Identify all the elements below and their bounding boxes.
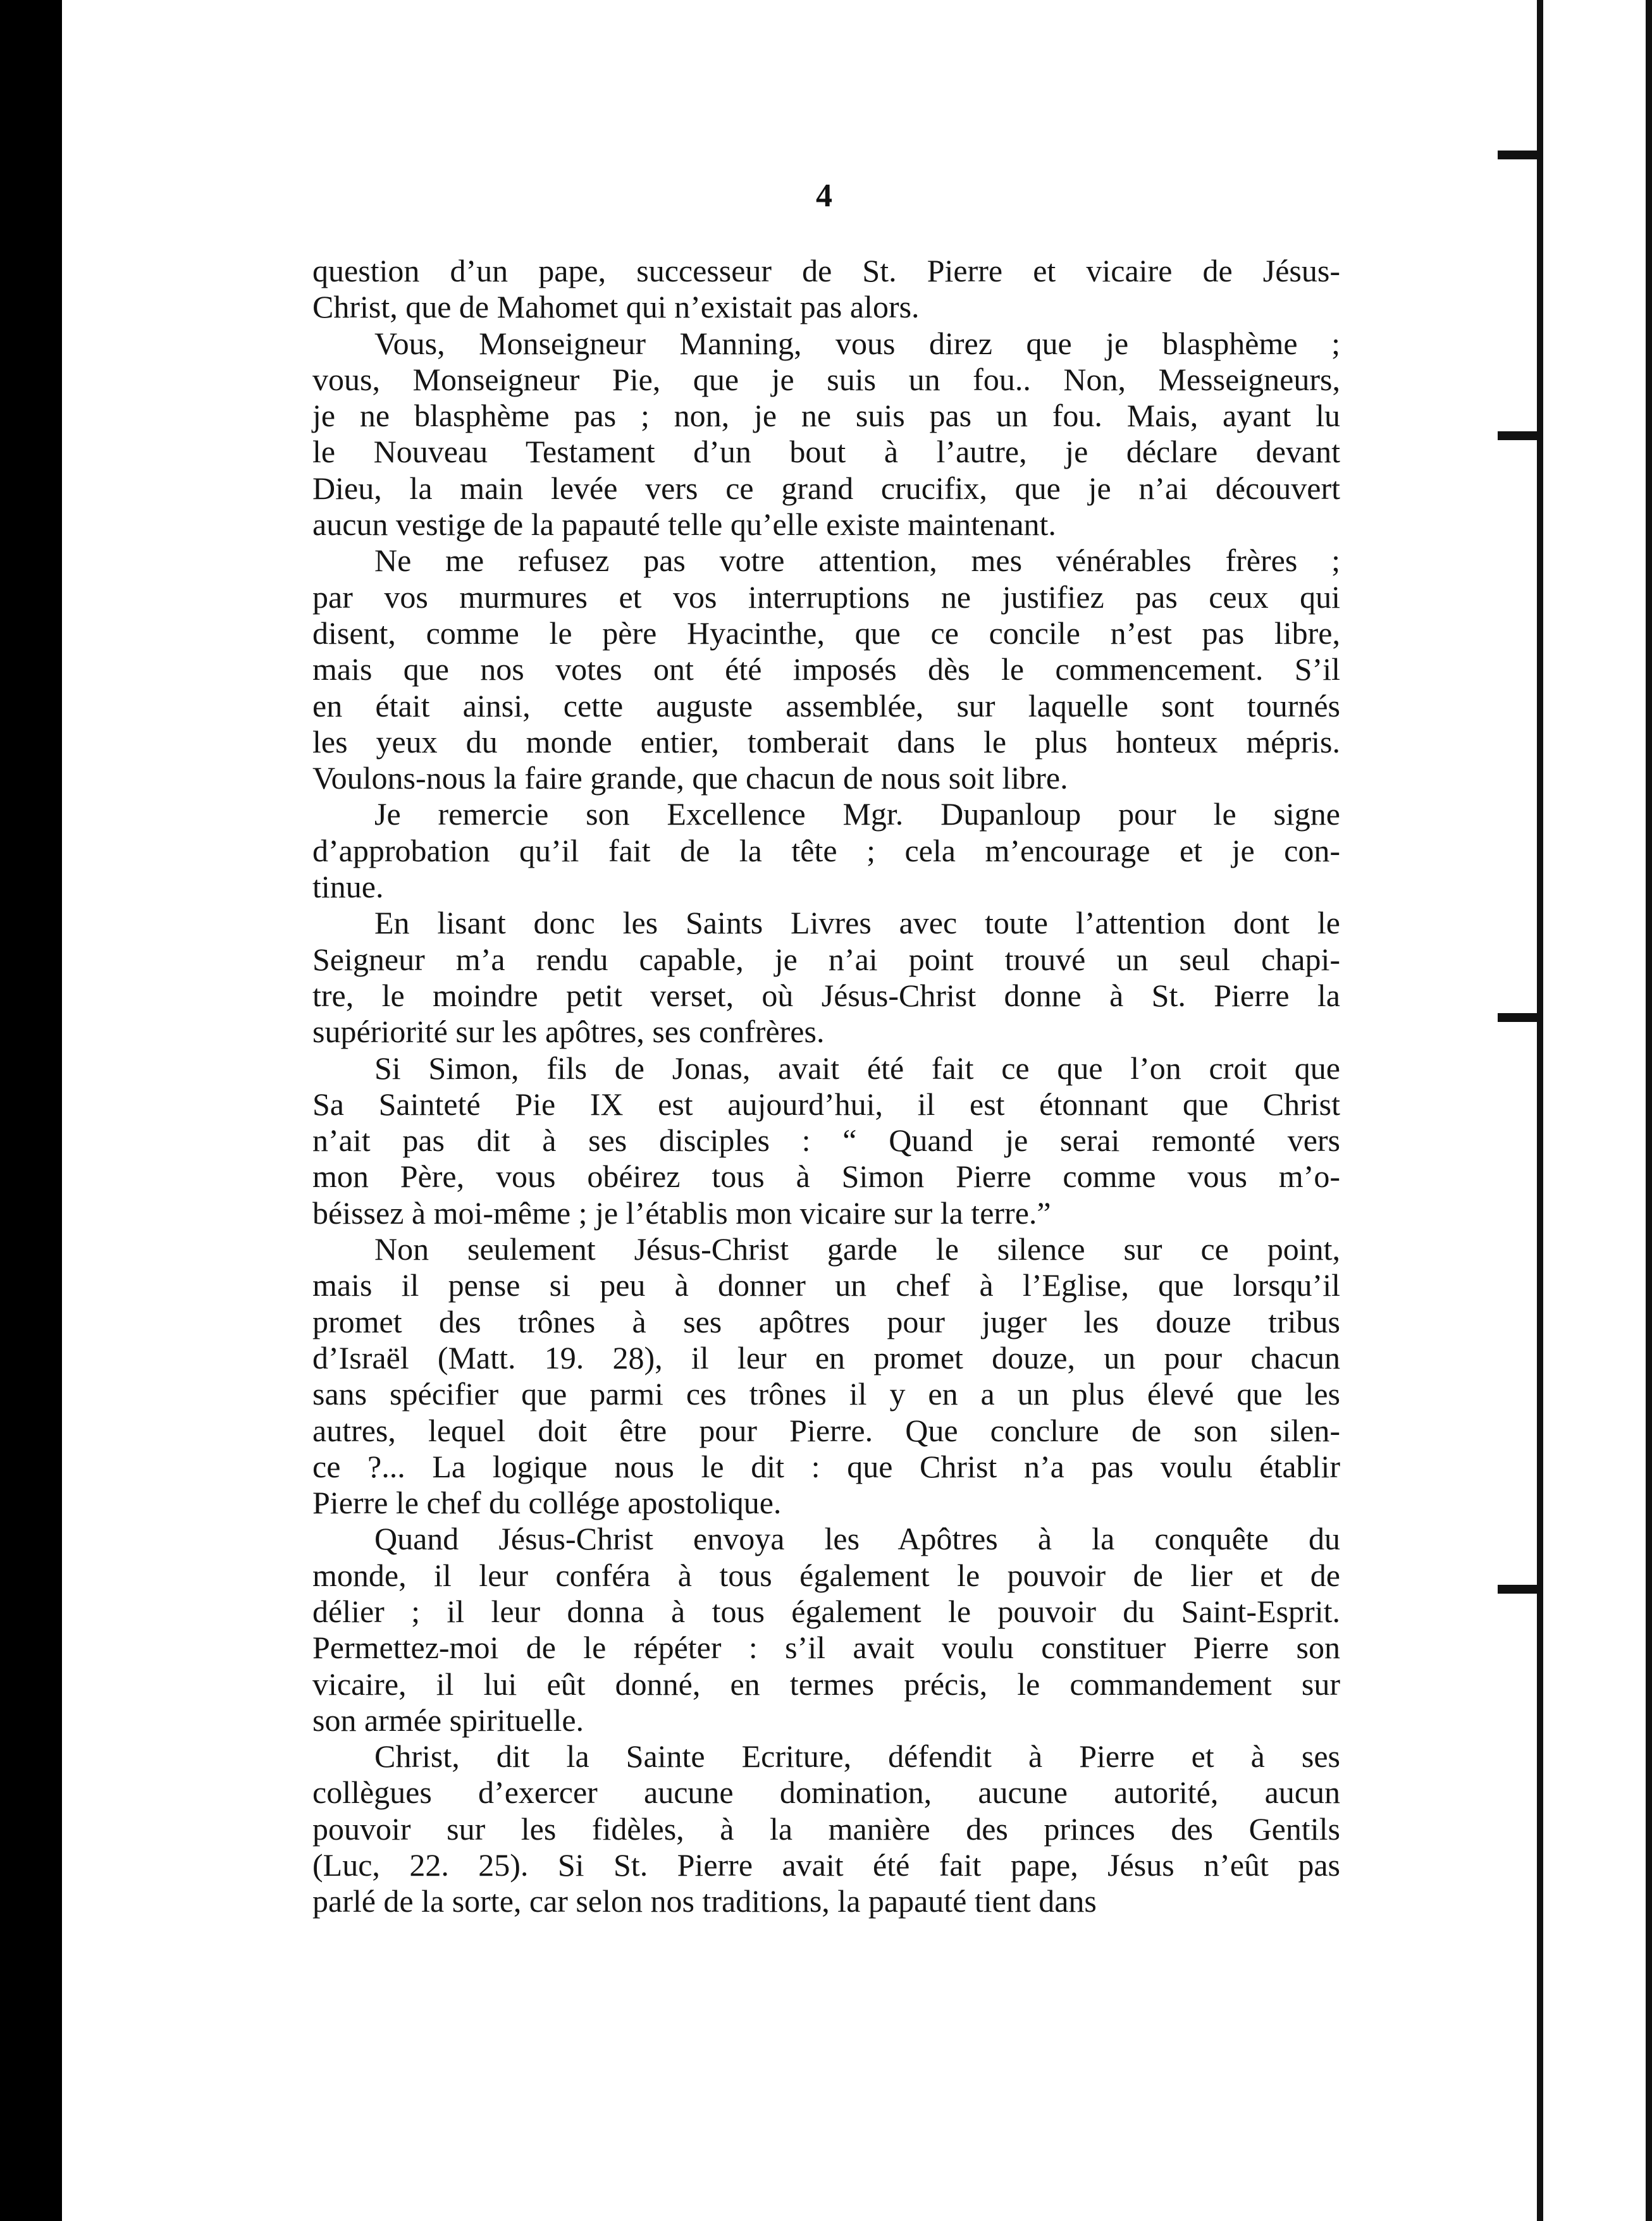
text-line: tinue. [312,869,384,905]
binding-line [1646,0,1652,2221]
paragraph [312,796,1340,905]
paragraph [312,326,1340,543]
text-line: En lisant donc les Saints Livres avec toute l’attention dont le [374,905,1340,941]
text-line: Non seulement Jésus-Christ garde le silence sur ce point, [374,1231,1340,1267]
paragraph [312,1521,1340,1738]
text-line: Voulons-nous la faire grande, que chacun de nous soit libre. [312,760,1068,796]
text-line: parlé de la sorte, car selon nos traditions, la papauté tient dans [312,1883,1097,1919]
text-line: aucun vestige de la papauté telle qu’elle existe maintenant. [312,507,1056,543]
text-line: d’approbation qu’il fait de la tête ; cela m’encourage et je con- [312,832,1340,868]
paragraph [312,1050,1340,1231]
text-line: je ne blasphème pas ; non, je ne suis pas un fou. Mais, ayant lu [312,398,1340,434]
text-line: tre, le moindre petit verset, où Jésus-Christ donne à St. Pierre la [312,977,1340,1013]
text-line: question d’un pape, successeur de St. Pierre et vicaire de Jésus- [312,253,1340,288]
text-line: délier ; il leur donna à tous également le pouvoir du Saint-Esprit. [312,1593,1340,1629]
text-line: le Nouveau Testament d’un bout à l’autre, je déclare devant [312,434,1340,470]
binding-edge [1537,0,1652,2221]
binding-mark [1498,431,1537,440]
text-line: en était ainsi, cette auguste assemblée, sur laquelle sont tournés [312,687,1340,723]
text-line: Seigneur m’a rendu capable, je n’ai point trouvé un seul chapi- [312,941,1340,977]
binding-mark [1498,1585,1537,1594]
paragraph [312,543,1340,796]
text-line: Permettez-moi de le répéter : s’il avait voulu constituer Pierre son [312,1630,1340,1666]
text-line: promet des trônes à ses apôtres pour juger les douze tribus [312,1303,1340,1339]
text-line: n’ait pas dit à ses disciples : “ Quand je serai remonté vers [312,1123,1340,1159]
paragraph [312,253,1340,326]
paragraph [312,905,1340,1050]
paragraph [312,1738,1340,1919]
text-line: Je remercie son Excellence Mgr. Dupanloup pour le signe [374,796,1340,832]
text-line: d’Israël (Matt. 19. 28), il leur en promet douze, un pour chacun [312,1339,1340,1375]
binding-mark [1498,151,1537,159]
text-line: par vos murmures et vos interruptions ne justifiez pas ceux qui [312,579,1340,615]
document-page [62,0,1537,2221]
text-line: les yeux du monde entier, tomberait dans le plus honteux mépris. [312,723,1340,760]
text-line: Sa Sainteté Pie IX est aujourd’hui, il est étonnant que Christ [312,1086,1340,1122]
text-line: Quand Jésus-Christ envoya les Apôtres à la conquête du [374,1521,1340,1557]
text-line: son armée spirituelle. [312,1702,584,1738]
text-line: Christ, dit la Sainte Ecriture, défendit à Pierre et à ses [374,1738,1340,1775]
text-line: vicaire, il lui eût donné, en termes précis, le commandement sur [312,1666,1340,1702]
text-line: autres, lequel doit être pour Pierre. Que conclure de son silen- [312,1412,1340,1448]
text-line: supériorité sur les apôtres, ses confrères. [312,1014,825,1050]
paragraph [312,1231,1340,1521]
text-line: monde, il leur conféra à tous également le pouvoir de lier et de [312,1557,1340,1593]
text-line: Pierre le chef du collége apostolique. [312,1485,782,1521]
text-line: Dieu, la main levée vers ce grand crucifix, que je n’ai découvert [312,470,1340,506]
text-line: vous, Monseigneur Pie, que je suis un fou.. Non, Messeigneurs, [312,361,1340,397]
binding-mark [1498,1013,1537,1022]
text-line: ce ?... La logique nous le dit : que Christ n’a pas voulu établir [312,1448,1340,1484]
binding-line [1537,0,1543,2221]
text-line: pouvoir sur les fidèles, à la manière des princes des Gentils [312,1811,1340,1847]
text-line: mais que nos votes ont été imposés dès le commencement. S’il [312,651,1340,687]
text-line: Christ, que de Mahomet qui n’existait pas alors. [312,289,920,325]
body-text [312,253,1340,1920]
text-line: Si Simon, fils de Jonas, avait été fait ce que l’on croit que [374,1050,1340,1086]
text-line: (Luc, 22. 25). Si St. Pierre avait été fait pape, Jésus n’eût pas [312,1847,1340,1883]
text-line: mon Père, vous obéirez tous à Simon Pierre comme vous m’o- [312,1159,1340,1195]
text-line: collègues d’exercer aucune domination, aucune autorité, aucun [312,1775,1340,1811]
text-line: Vous, Monseigneur Manning, vous direz que je blasphème ; [374,325,1340,361]
text-line: disent, comme le père Hyacinthe, que ce concile n’est pas libre, [312,615,1340,651]
text-line: béissez à moi-même ; je l’établis mon vicaire sur la terre.” [312,1195,1051,1231]
text-line: sans spécifier que parmi ces trônes il y en a un plus élevé que les [312,1376,1340,1412]
text-line: mais il pense si peu à donner un chef à l’Eglise, que lorsqu’il [312,1267,1340,1303]
text-line: Ne me refusez pas votre attention, mes vénérables frères ; [374,543,1340,579]
page-number: 4 [816,178,832,214]
